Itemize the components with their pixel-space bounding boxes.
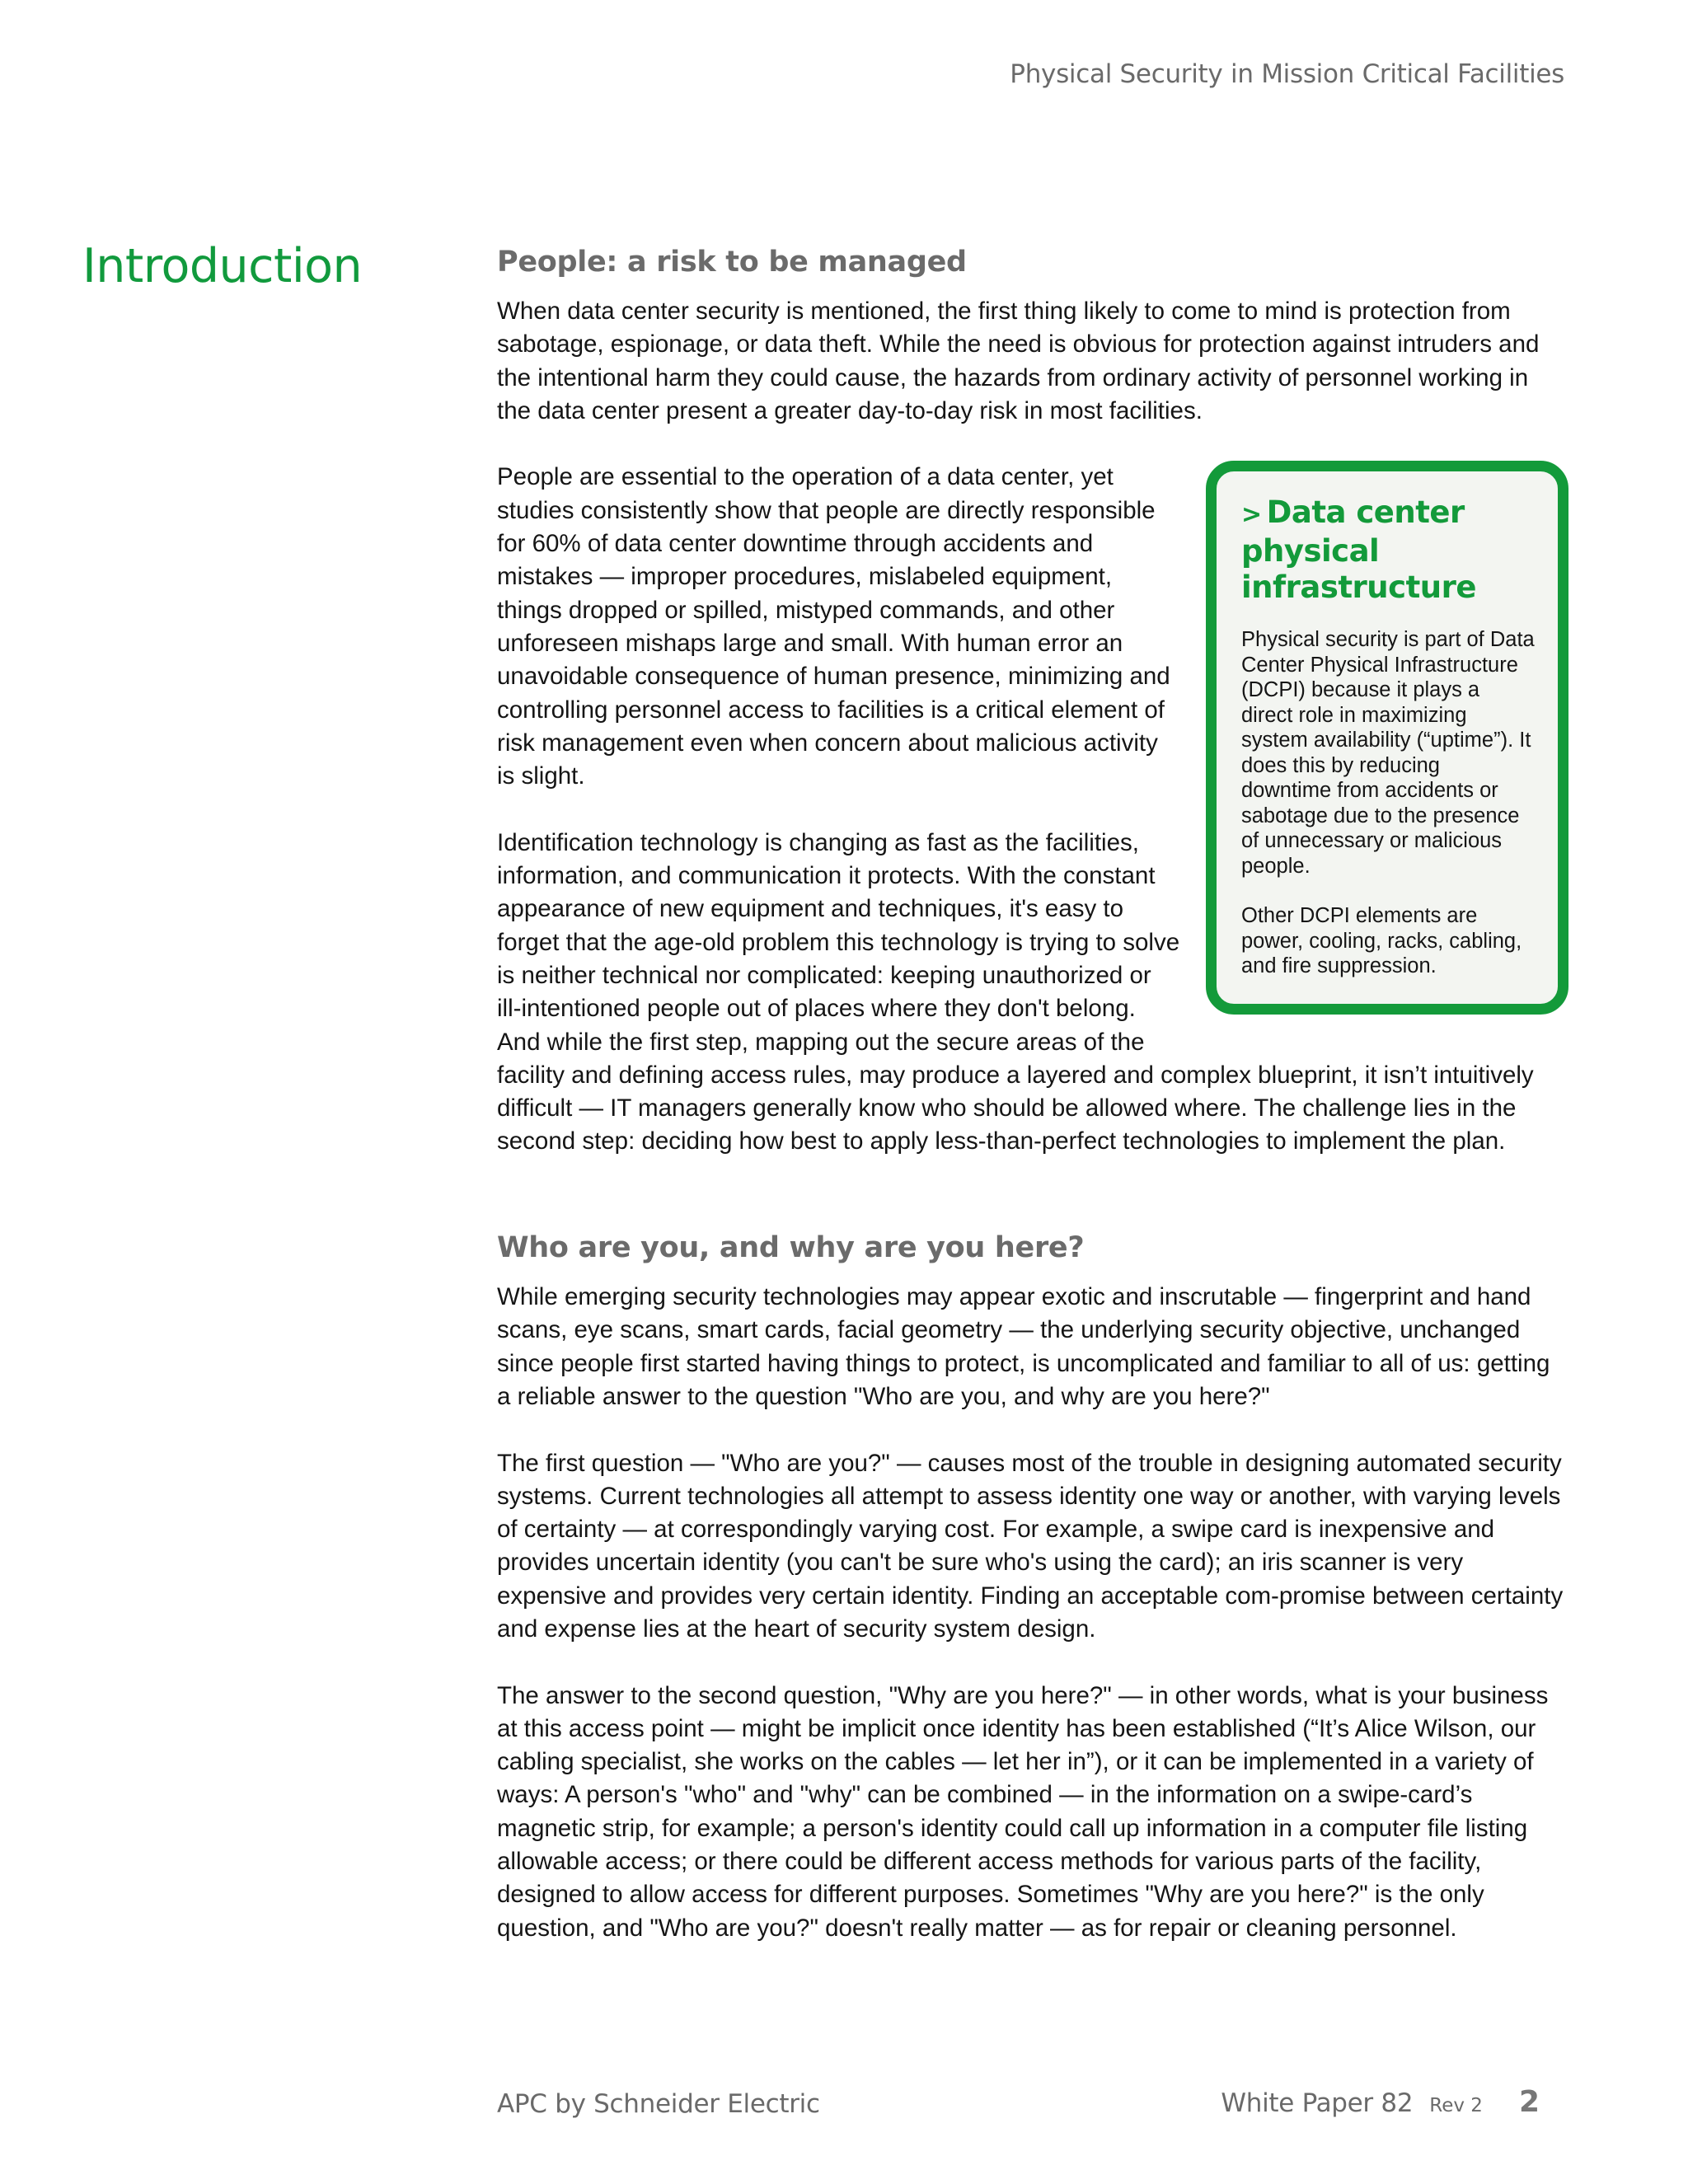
people-paragraph-3: Identification technology is changing as fast as the facilities, information, and communication it protects. With the constant appearance of new equipment and techniques, it's easy to forget that the age-old problem this technology is trying to solve is neither technical nor complicated: keeping unauthorized or ill-intentioned people out of places where they don't belong. And while the first step, mapping out the secure areas of the facility and defining access rules, may produce a layered and complex blueprint, it isn’t intuitively difficult — IT managers generally know who should be allowed where. The challenge lies in the second step: deciding how best to apply less-than-perfect technologies to implement the plan.: [497, 828, 1534, 1155]
sidebar-title: [1241, 494, 1535, 606]
sidebar-title-text: Data center physical infrastructure: [1241, 494, 1476, 606]
who-paragraph-1: While emerging security technologies may appear exotic and inscrutable — fingerprint and hand scans, eye scans, smart cards, facial geometry — the underlying security objective, unchanged since people first started having things to protect, is uncomplicated and familiar to all of us: getting a reliable answer to the question "Who are you, and why are you here?": [497, 1283, 1550, 1410]
section-title: Introduction: [82, 239, 363, 293]
who-paragraph-3: The answer to the second question, "Why are you here?" — in other words, what is your business at this access point — might be implicit once identity has been established (“It’s Alice Wilson, our cabling specialist, she works on the cables — let her in”), or it can be implemented in a variety of ways: A person's "who" and "why" can be combined — in the information on a swipe-card’s magnetic strip, for example; a person's identity could call up information in a computer file listing allowable access; or there could be different access methods for various parts of the facility, designed to allow access for different purposes. Sometimes "Why are you here?" is the only question, and "Who are you?" doesn't really matter — as for repair or cleaning personnel.: [497, 1681, 1549, 1942]
section-spacer: [497, 1192, 1568, 1231]
who-paragraph-2: The first question — "Who are you?" — causes most of the trouble in designing automated security systems. Current technologies all attempt to assess identity one way or another, with varying levels of certainty — at correspondingly varying cost. For example, a swipe card is inexpensive and provides uncertain identity (you can't be sure who's using the card); an iris scanner is very expensive and provides very certain identity. Finding an acceptable com-promise between certainty and expense lies at the heart of security system design.: [497, 1449, 1564, 1643]
chevron-right-icon: >: [1241, 500, 1262, 530]
people-heading: People: a risk to be managed: [497, 246, 967, 279]
footer-company: APC by Schneider Electric: [497, 2089, 820, 2119]
sidebar-paragraph-2: Other DCPI elements are power, cooling, racks, cabling, and fire suppression.: [1241, 904, 1522, 978]
footer-revision: Rev 2: [1429, 2095, 1483, 2116]
page-number: 2: [1518, 2085, 1540, 2119]
footer-paper-info: [1221, 2085, 1540, 2119]
dcpi-sidebar-box: [1206, 461, 1568, 1015]
who-heading: Who are you, and why are you here?: [497, 1231, 1085, 1265]
people-paragraph-2: People are essential to the operation of a data center, yet studies consistently show that people are directly responsible for 60% of data center downtime through accidents and mistakes — improper procedures, mislabeled equipment, things dropped or spilled, mistyped commands, and other unforeseen mishaps large and small. With human error an unavoidable consequence of human presence, minimizing and controlling personnel access to facilities is a critical element of risk management even when concern about malicious activity is slight.: [497, 463, 1170, 790]
running-header: Physical Security in Mission Critical Facilities: [1010, 59, 1564, 89]
footer-paper-title: White Paper 82: [1221, 2088, 1414, 2118]
sidebar-paragraph-1: Physical security is part of Data Center Physical Infrastructure (DCPI) because it plays a direct role in maximizing system availability (“uptime”). It does this by reducing downtime from accidents or sabotage due to the presence of unnecessary or malicious people.: [1241, 628, 1535, 878]
main-content: [497, 246, 1568, 1978]
people-paragraph-1: When data center security is mentioned, the first thing likely to come to mind is protection from sabotage, espionage, or data theft. While the need is obvious for protection against intruders and the intentional harm they could cause, the hazards from ordinary activity of personnel working in the data center present a greater day-to-day risk in most facilities.: [497, 298, 1540, 424]
